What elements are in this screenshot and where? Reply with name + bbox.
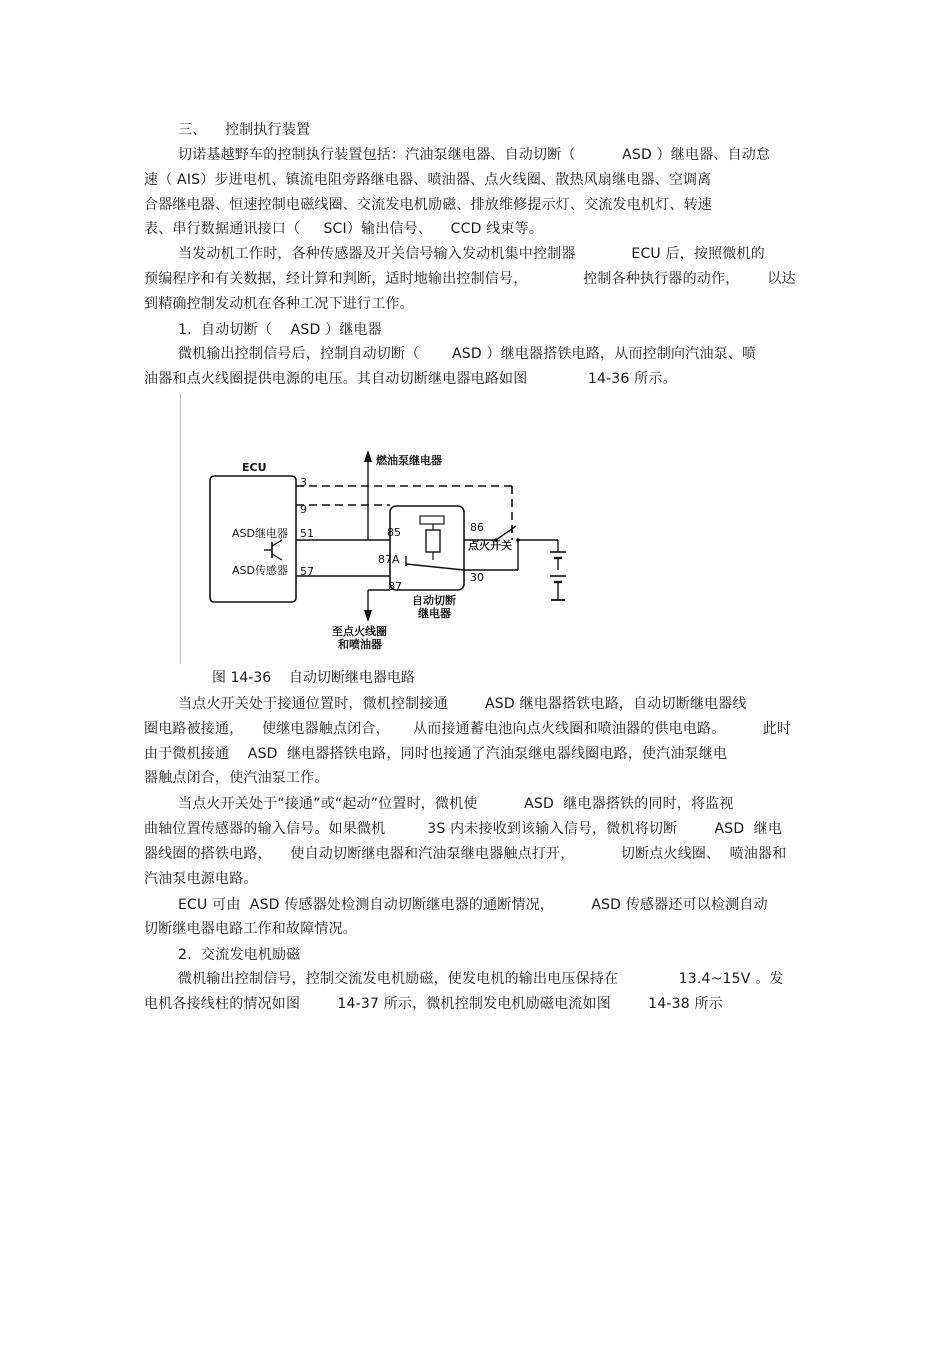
paragraph-5-line-3: 器线圈的搭铁电路， 使自动切断继电器和汽油泵继电器触点打开， 切断点火线圈、 喷油器和: [144, 846, 787, 862]
to-coil-line-2: 和喷油器: [338, 638, 382, 651]
paragraph-5-line-4: 汽油泵电源电路。: [144, 871, 258, 887]
terminal-87a-label: 87A: [378, 553, 400, 566]
section-heading-3: 三、 控制执行装置: [178, 122, 311, 138]
paragraph-1-line-3: 合器继电器、恒速控制电磁线圈、交流发电机励磁、排放维修提示灯、交流发电机灯、转速: [144, 197, 712, 213]
terminal-85-label: 85: [387, 526, 401, 539]
paragraph-6-line-2: 切断继电器电路工作和故障情况。: [144, 921, 357, 937]
ecu-label: ECU: [242, 461, 267, 474]
section-2-heading: 2. 交流发电机励磁: [178, 947, 301, 963]
paragraph-1-line-4: 表、串行数据通讯接口（ SCI）输出信号、 CCD 线束等。: [144, 221, 544, 237]
figure-caption: 图 14-36 自动切断继电器电路: [212, 670, 415, 686]
paragraph-7-line-1: 微机输出控制信号，控制交流发电机励磁，使发电机的输出电压保持在 13.4~15V 。发: [178, 971, 784, 987]
pin-3-label: 3: [300, 476, 307, 489]
to-coil-line-1: 至点火线圈: [332, 625, 387, 638]
paragraph-3-line-2: 油器和点火线圈提供电源的电压。其自动切断继电器电路如图 14-36 所示。: [144, 371, 677, 387]
relay-name-line-1: 自动切断: [412, 594, 456, 607]
terminal-86-label: 86: [470, 521, 484, 534]
paragraph-4-line-1: 当点火开关处于接通位置时，微机控制接通 ASD 继电器搭铁电路，自动切断继电器线: [178, 696, 747, 712]
ignition-switch-label: 点火开关: [468, 539, 512, 552]
relay-name-line-2: 继电器: [418, 607, 451, 620]
paragraph-5-line-1: 当点火开关处于“接通”或“起动”位置时，微机使 ASD 继电器搭铁的同时，将监视: [178, 796, 734, 812]
paragraph-2-line-3: 到精确控制发动机在各种工况下进行工作。: [144, 296, 414, 312]
terminal-30-label: 30: [470, 571, 484, 584]
paragraph-4-line-3: 由于微机接通 ASD 继电器搭铁电路，同时也接通了汽油泵继电器线圈电路，使汽油泵继电: [144, 746, 728, 762]
paragraph-2-line-1: 当发动机工作时，各种传感器及开关信号输入发动机集中控制器 ECU 后，按照微机的: [178, 246, 765, 262]
paragraph-1-line-1: 切诺基越野车的控制执行装置包括：汽油泵继电器、自动切断（ ASD ）继电器、自动怠: [178, 147, 771, 163]
pin-57-label: 57: [300, 565, 314, 578]
paragraph-6-line-1: ECU 可由 ASD 传感器处检测自动切断继电器的通断情况， ASD 传感器还可以检测自动: [178, 897, 768, 913]
asd-relay-box: [390, 506, 464, 590]
terminal-87-label: 87: [388, 580, 402, 593]
paragraph-5-line-2: 曲轴位置传感器的输入信号。如果微机 3S 内未接收到该输入信号，微机将切断 ASD 继电: [144, 821, 783, 837]
pin-9-label: 9: [300, 503, 307, 516]
asd-relay-circuit-diagram: [180, 392, 600, 664]
fuel-pump-relay-label: 燃油泵继电器: [376, 454, 442, 467]
paragraph-4-line-4: 器触点闭合，使汽油泵工作。: [144, 770, 329, 786]
paragraph-4-line-2: 圈电路被接通， 使继电器触点闭合， 从而接通蓄电池向点火线圈和喷油器的供电电路。 此时: [144, 721, 792, 737]
paragraph-1-line-2: 速（ AIS）步进电机、镇流电阻旁路继电器、喷油器、点火线圈、散热风扇继电器、空调离: [144, 172, 712, 188]
paragraph-7-line-2: 电机各接线柱的情况如图 14-37 所示，微机控制发电机励磁电流如图 14-38 所示: [144, 996, 723, 1012]
section-1-heading: 1. 自动切断（ ASD ）继电器: [178, 322, 382, 338]
asd-sensor-label: ASD传感器: [232, 564, 288, 577]
paragraph-2-line-2: 预编程序和有关数据，经计算和判断，适时地输出控制信号， 控制各种执行器的动作， 以达: [144, 271, 796, 287]
paragraph-3-line-1: 微机输出控制信号后，控制自动切断（ ASD ）继电器搭铁电路，从而控制向汽油泵、喷: [178, 346, 757, 362]
asd-relay-label: ASD继电器: [232, 527, 288, 540]
pin-51-label: 51: [300, 527, 314, 540]
